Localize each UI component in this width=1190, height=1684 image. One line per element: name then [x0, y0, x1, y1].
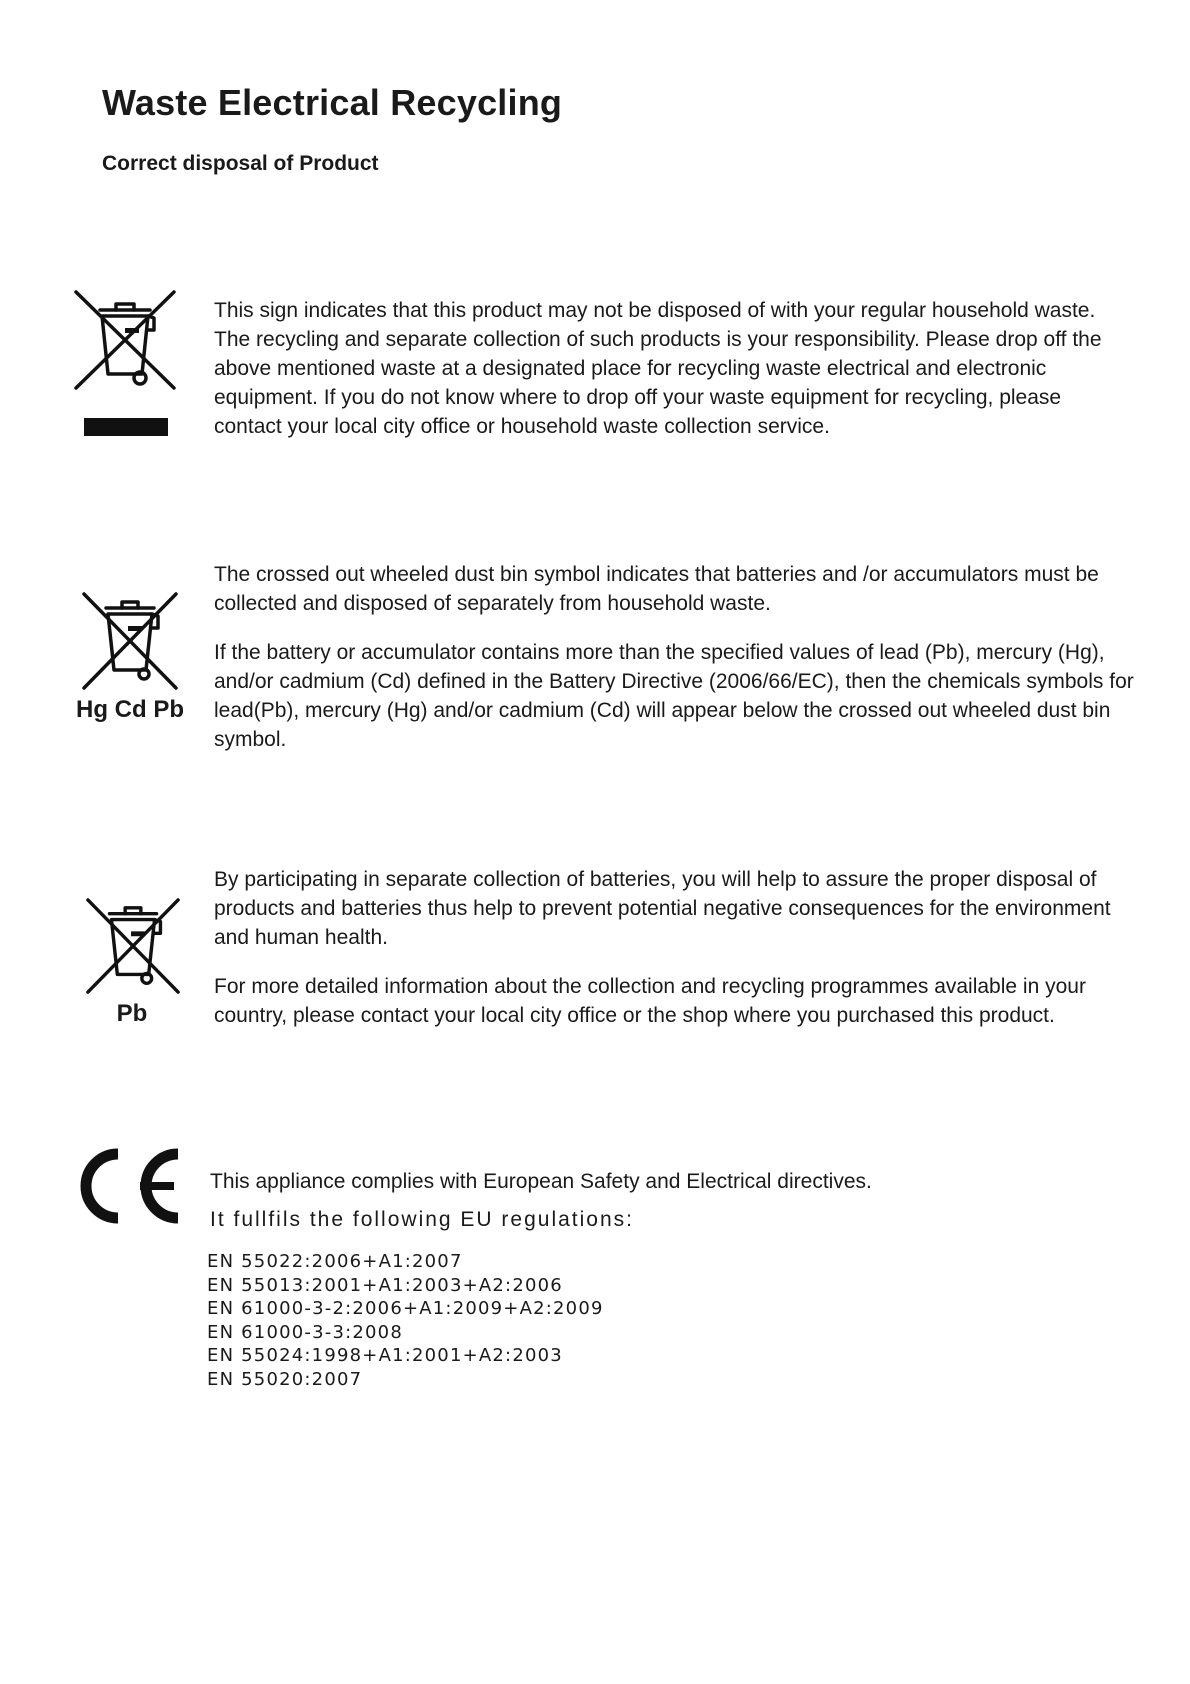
weee-text	[214, 296, 1134, 461]
battery-paragraph-2: If the battery or accumulator contains more than the specified values of lead (Pb), mercury (Hg), and/or cadmium (Cd) defined in the Battery Directive (2006/66/EC), then the chemicals symbols for lead(Pb), mercury (Hg) and/or cadmium (Cd) will appear below the crossed out wheeled dust bin symbol.	[214, 641, 1134, 751]
battery-paragraph-1: The crossed out wheeled dust bin symbol indicates that batteries and /or accumulators must be collected and disposed of separately from household waste.	[214, 563, 1099, 615]
ce-regulations-intro: It fullfils the following EU regulations:	[210, 1208, 634, 1231]
regulation-item: EN 55020:2007	[207, 1368, 363, 1390]
page-subtitle: Correct disposal of Product	[102, 152, 379, 175]
chemical-symbol-label: Pb	[116, 1000, 148, 1027]
regulations-list	[207, 1250, 604, 1391]
weee-paragraph: This sign indicates that this product may not be disposed of with your regular household waste. The recycling and separate collection of such products is your responsibility. Please drop off the above mentioned waste at a designated place for recycling waste electrical and electronic equipment. If you do not know where to drop off your waste equipment for recycling, please contact your local city office or household waste collection service.	[214, 299, 1102, 438]
regulation-item: EN 55022:2006+A1:2007	[207, 1251, 463, 1272]
page-title: Waste Electrical Recycling	[102, 82, 563, 123]
battery-text	[214, 560, 1134, 774]
chemical-symbols-label: Hg Cd Pb	[76, 696, 184, 723]
recycling-info-text	[214, 865, 1134, 1050]
recycling-paragraph-1: By participating in separate collection of batteries, you will help to assure the proper disposal of products and batteries thus help to prevent potential negative consequences for the environment and human health.	[214, 868, 1111, 949]
regulation-item: EN 55024:1998+A1:2001+A2:2003	[207, 1345, 563, 1366]
crossed-wheelie-bin-icon	[84, 898, 182, 998]
crossed-wheelie-bin-with-bar-icon	[70, 290, 180, 440]
ce-compliance-text: This appliance complies with European Safety and Electrical directives.	[210, 1170, 872, 1193]
regulation-item: EN 55013:2001+A1:2003+A2:2006	[207, 1274, 563, 1296]
crossed-wheelie-bin-icon	[80, 592, 180, 694]
regulation-item: EN 61000-3-3:2008	[207, 1321, 403, 1343]
regulation-item: EN 61000-3-2:2006+A1:2009+A2:2009	[207, 1298, 604, 1319]
recycling-paragraph-2: For more detailed information about the collection and recycling programmes available in your country, please contact your local city office or the shop where you purchased this product.	[214, 975, 1086, 1027]
ce-mark-icon	[74, 1146, 186, 1226]
